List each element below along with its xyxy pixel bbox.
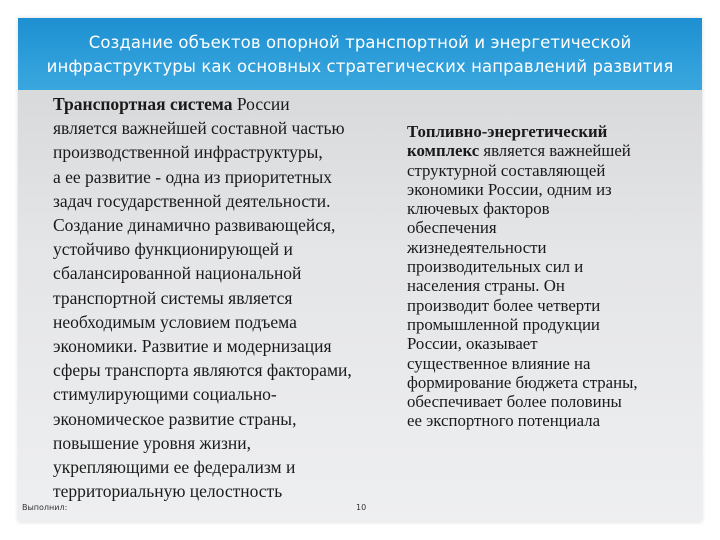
text-line: экономики. Развитие и модернизация xyxy=(53,336,332,357)
text-line: сферы транспорта являются факторами, xyxy=(53,360,352,381)
text-line: России, оказывает xyxy=(407,334,538,354)
text-line: повышение уровня жизни, xyxy=(53,432,252,453)
slide-title xyxy=(18,31,702,79)
text-line: обеспечения xyxy=(407,218,497,238)
text-line: задач государственной деятельности. xyxy=(53,190,331,211)
text-line: производит более четверти xyxy=(407,295,601,315)
text-line: производительных сил и xyxy=(407,257,584,277)
text-line: Создание динамично развивающейся, xyxy=(53,215,336,236)
title-line-2: инфраструктуры как основных стратегических направлений развития xyxy=(46,57,674,76)
text-line: формирование бюджета страны, xyxy=(407,372,638,392)
text-line: сбалансированной национальной xyxy=(53,263,302,284)
text-line: устойчиво функционирующей и xyxy=(53,239,293,260)
text-line: а ее развитие - одна из приоритетных xyxy=(53,166,333,187)
title-line-1: Создание объектов опорной транспортной и энергетической xyxy=(88,33,632,52)
text-line: укрепляющими ее федерализм и xyxy=(53,457,296,478)
text-line: ключевых факторов xyxy=(407,199,550,219)
energy-bold-term: комплекс xyxy=(407,141,480,161)
text-line: стимулирующими социально- xyxy=(53,384,277,405)
energy-lead-rest: является важнейшей xyxy=(479,141,631,161)
transport-text-block xyxy=(53,92,398,503)
energy-bold-line: Топливно-энергетический xyxy=(407,122,608,141)
text-line: экономики России, одним из xyxy=(407,179,612,199)
text-line: экономическое развитие страны, xyxy=(53,408,297,429)
text-line: населения страны. Он xyxy=(407,276,565,296)
footer-author-label: Выполнил: xyxy=(22,503,68,512)
text-line: жизнедеятельности xyxy=(407,237,547,257)
transport-lead-line xyxy=(53,92,398,116)
text-line: промышленной продукции xyxy=(407,314,600,334)
text-line: ее экспортного потенциала xyxy=(407,411,601,431)
transport-bold-term: Транспортная система xyxy=(53,94,233,114)
transport-lead-rest: России xyxy=(232,94,290,114)
text-line: обеспечивает более половины xyxy=(407,392,622,412)
text-line: транспортной системы является xyxy=(53,287,293,308)
text-line: необходимым условием подъема xyxy=(53,311,297,332)
text-line: структурной составляющей xyxy=(407,160,606,180)
text-line: производственной инфраструктуры, xyxy=(53,142,323,163)
footer-page-number: 10 xyxy=(356,503,367,512)
energy-lead-line xyxy=(407,141,697,160)
text-line: существенное влияние на xyxy=(407,353,591,373)
text-line: является важнейшей составной частью xyxy=(53,118,345,139)
energy-text-block xyxy=(407,122,697,431)
text-line: территориальную целостность xyxy=(53,481,283,502)
